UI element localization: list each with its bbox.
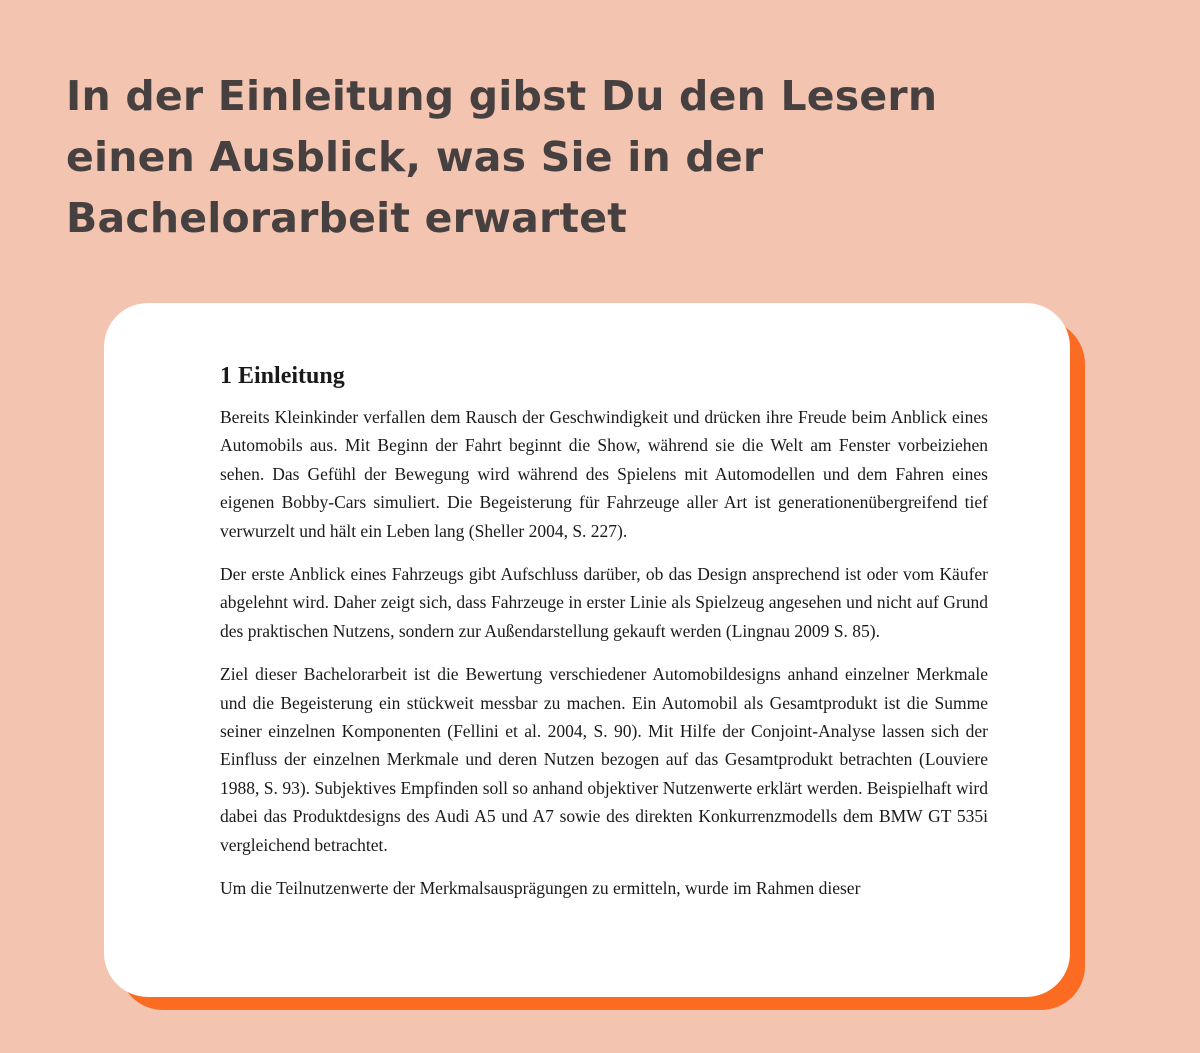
document-paragraph: Um die Teilnutzenwerte der Merkmalsausprägungen zu ermitteln, wurde im Rahmen dieser	[220, 878, 861, 899]
document-paragraph: Ziel dieser Bachelorarbeit ist die Bewertung verschiedener Automobildesigns anhand einzelner Merkmale und die Begeisterung ein stückweit messbar zu machen. Ein Automobil als Gesamtprodukt ist die Summe seiner einzelnen Komponenten (Fellini et al. 2004, S. 90). Mit Hilfe der Conjoint-Analyse lassen sich der Einfluss der einzelnen Merkmale und deren Nutzen bezogen auf das Gesamtprodukt betrachten (Louviere 1988, S. 93). Subjektives Empfinden soll so anhand objektiver Nutzenwerte erklärt werden. Beispielhaft wird dabei das Produktdesigns des Audi A5 und A7 sowie des direkten Konkurrenzmodells dem BMW GT 535i vergleichend betrachtet.	[220, 664, 988, 855]
page-headline: In der Einleitung gibst Du den Lesern einen Ausblick, was Sie in der Bachelorarbeit erwartet	[66, 72, 938, 242]
document-excerpt	[220, 361, 988, 918]
document-card	[104, 303, 1070, 997]
document-heading: 1 Einleitung	[220, 363, 345, 389]
document-paragraph: Bereits Kleinkinder verfallen dem Rausch der Geschwindigkeit und drücken ihre Freude beim Anblick eines Automobils aus. Mit Beginn der Fahrt beginnt die Show, während sie die Welt am Fenster vorbeiziehen sehen. Das Gefühl der Bewegung wird während des Spielens mit Automodellen und dem Fahren eines eigenen Bobby-Cars simuliert. Die Begeisterung für Fahrzeuge aller Art ist generationenübergreifend tief verwurzelt und hält ein Leben lang (Sheller 2004, S. 227).	[220, 407, 988, 541]
document-paragraph: Der erste Anblick eines Fahrzeugs gibt Aufschluss darüber, ob das Design ansprechend ist oder vom Käufer abgelehnt wird. Daher zeigt sich, dass Fahrzeuge in erster Linie als Spielzeug angesehen und nicht auf Grund des praktischen Nutzens, sondern zur Außendarstellung gekauft werden (Lingnau 2009 S. 85).	[220, 564, 988, 641]
